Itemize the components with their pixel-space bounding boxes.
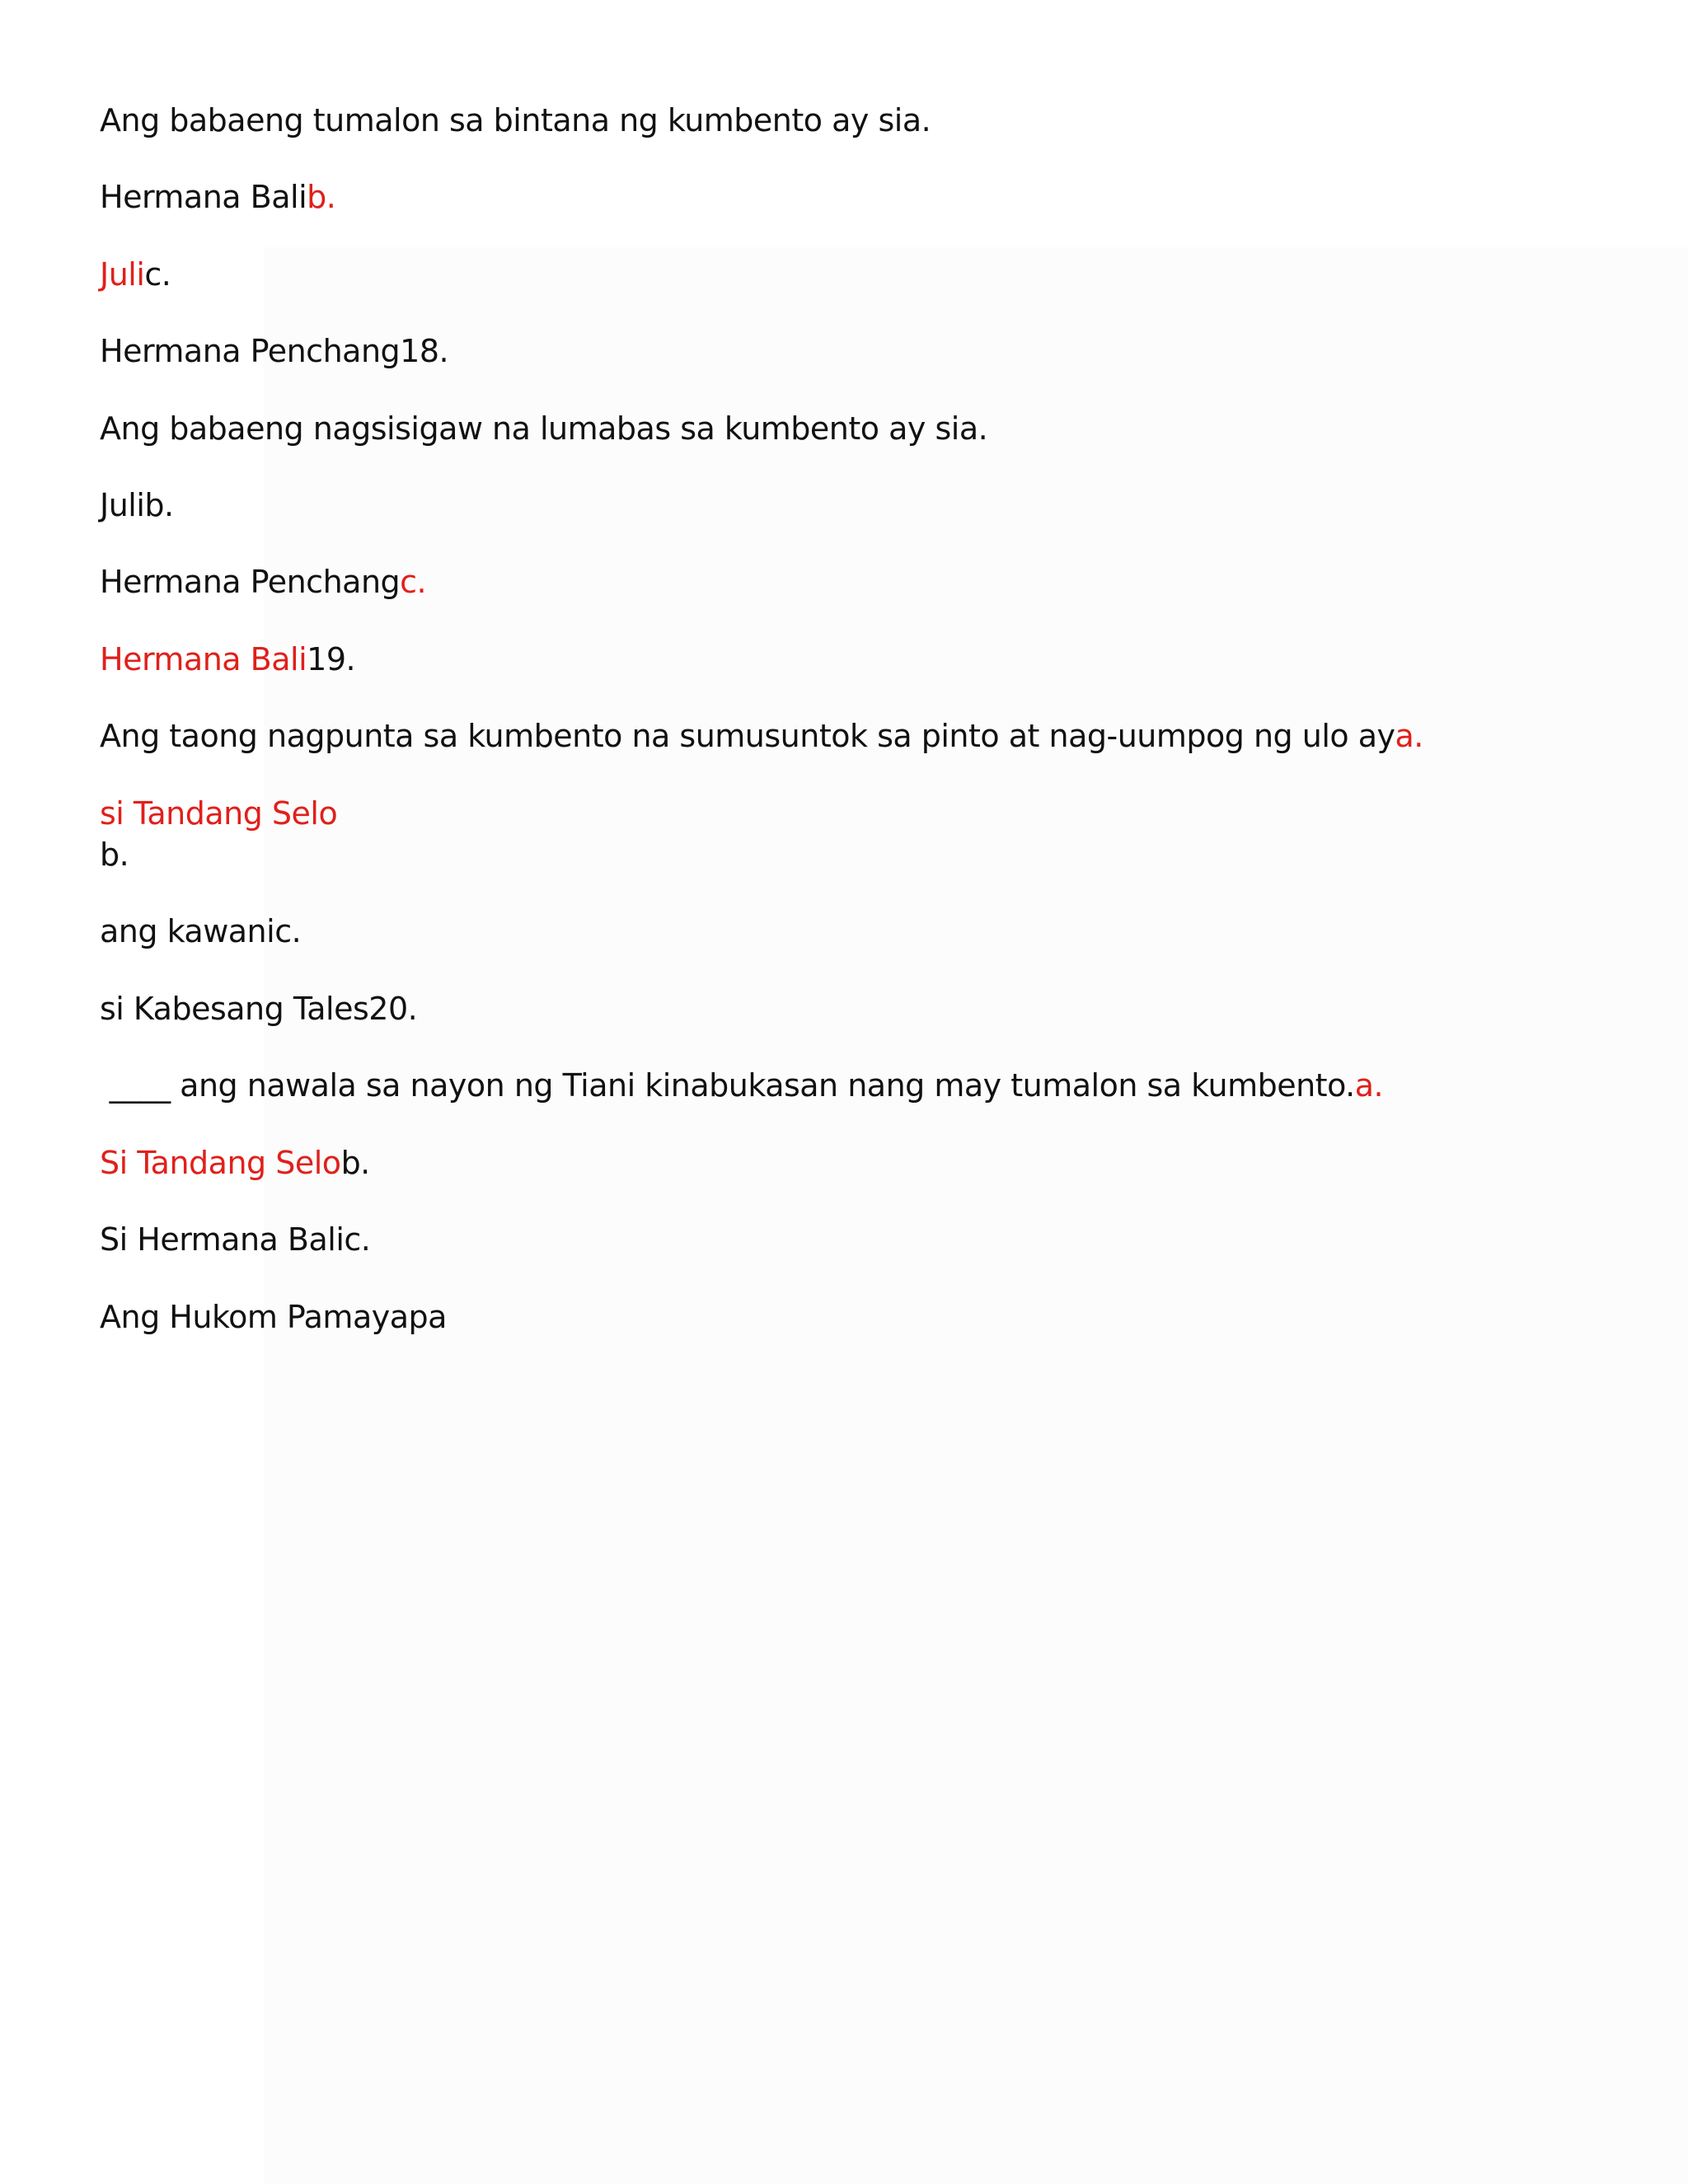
page-shading — [264, 247, 1688, 2184]
text-line — [100, 715, 1423, 757]
text-segment: Si Hermana Balic. — [100, 1221, 371, 1258]
text-line — [100, 253, 171, 296]
text-segment: ang kawanic. — [100, 913, 302, 949]
text-line — [100, 407, 987, 450]
text-segment: b. — [100, 837, 129, 873]
text-segment: Ang taong nagpunta sa kumbento na sumusuntok sa pinto at nag-uumpog ng ulo ay — [100, 718, 1395, 754]
text-line — [100, 176, 335, 218]
text-segment: Ang Hukom Pamayapa — [100, 1299, 447, 1335]
text-segment: Hermana Bali — [100, 179, 307, 215]
text-line — [100, 484, 174, 527]
text-line — [100, 1064, 1383, 1107]
text-segment: Hermana Penchang — [100, 564, 401, 600]
text-segment: Hermana Penchang18. — [100, 333, 449, 369]
answer-highlight: a. — [1354, 1067, 1384, 1104]
answer-highlight: b. — [307, 179, 336, 215]
text-line — [100, 99, 931, 142]
answer-highlight: Si Tandang Selo — [100, 1145, 341, 1181]
text-line — [100, 330, 448, 373]
answer-highlight: Juli — [100, 256, 145, 293]
text-segment: Julib. — [100, 487, 174, 523]
text-segment: si Kabesang Tales20. — [100, 991, 418, 1027]
text-segment: Ang babaeng tumalon sa bintana ng kumbento ay sia. — [100, 102, 931, 138]
text-line — [100, 638, 355, 681]
text-segment: 19. — [307, 641, 356, 677]
text-line — [100, 987, 417, 1030]
text-segment: Ang babaeng nagsisigaw na lumabas sa kumbento ay sia. — [100, 410, 988, 447]
answer-highlight: si Tandang Selo — [100, 795, 338, 832]
text-line — [100, 1218, 370, 1261]
text-line — [100, 1141, 370, 1184]
text-segment: b. — [340, 1145, 370, 1181]
text-line — [100, 792, 337, 835]
text-line — [100, 833, 129, 876]
answer-highlight: Hermana Bali — [100, 641, 307, 677]
text-line — [100, 910, 301, 953]
answer-highlight: c. — [400, 564, 427, 600]
answer-highlight: a. — [1395, 718, 1423, 754]
text-line — [100, 1296, 447, 1338]
text-segment: ____ ang nawala sa nayon ng Tiani kinabukasan nang may tumalon sa kumbento. — [100, 1067, 1355, 1104]
text-line — [100, 560, 426, 603]
text-segment: c. — [144, 256, 171, 293]
